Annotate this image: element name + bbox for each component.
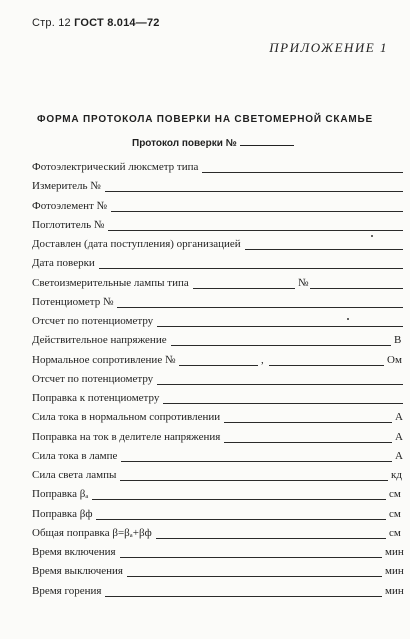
protocol-number-blank[interactable] [240,137,294,146]
field-label: Отсчет по потенциометру [32,372,154,385]
field-label: Отсчет по потенциометру [32,315,154,327]
field-unit: В [394,334,402,347]
form-field-row [32,507,403,521]
fill-in-line[interactable] [202,172,403,173]
field-label: Нормальное сопротивление № [32,353,176,366]
field-label: Действительное напряжение [32,334,167,347]
field-unit: см [389,507,401,520]
field-unit: мин [385,584,404,597]
form-field-row [32,526,403,540]
field-label: Время включения [32,546,116,558]
fill-in-line[interactable] [269,365,384,366]
field-label: Измеритель № [32,180,101,193]
field-label: Светоизмерительные лампы типа [32,276,189,289]
field-label: Потенциометр № [32,295,114,308]
form-field-row [32,410,403,424]
field-unit: А [395,411,403,424]
page-number: Стр. 12 [32,17,71,29]
fill-in-line[interactable] [157,326,403,327]
form-field-row [32,179,403,193]
field-unit: кд [391,469,402,481]
fill-in-line[interactable] [310,288,403,289]
form-field-row [32,160,403,174]
fill-in-line[interactable] [117,307,403,308]
field-label: Дата поверки [32,257,95,270]
form-field-row [32,256,403,270]
form-field-row [32,237,403,251]
protocol-subtitle [132,137,294,149]
fill-in-line[interactable] [156,538,386,539]
field-unit: см [389,526,401,539]
field-label: Поправка βₐ [32,488,89,501]
form-field-row [32,353,403,367]
field-label: Время выключения [32,565,123,578]
field-label: Сила тока в нормальном сопротивлении [32,411,221,424]
field-unit: см [389,488,401,501]
form-field-row [32,295,403,309]
standard-code: ГОСТ 8.014—72 [74,17,160,29]
field-label: Поправка на ток в делителе напряжения [32,430,221,443]
form-field-row [32,333,403,347]
form-field-row [32,314,403,328]
form-field-row [32,487,403,501]
form-title: ФОРМА ПРОТОКОЛА ПОВЕРКИ НА СВЕТОМЕРНОЙ СКАМЬЕ [37,114,373,125]
form-field-row [32,564,403,578]
form-field-row [32,545,403,559]
fill-in-line[interactable] [111,211,403,212]
form-field-row [32,372,403,386]
fill-in-line[interactable] [171,345,391,346]
field-label: Сила тока в лампе [32,449,118,462]
field-label: Общая поправка β=βₐ+βф [32,526,152,539]
speck [371,235,373,237]
fill-in-line[interactable] [108,230,403,231]
fill-in-line[interactable] [105,596,382,597]
form-field-row [32,199,403,213]
field-label: Доставлен (дата поступления) организацией [32,238,241,250]
field-label: Поглотитель № [32,218,105,231]
form-field-row [32,468,403,482]
form-field-row [32,449,403,463]
fill-in-line[interactable] [99,268,403,269]
fill-in-line[interactable] [163,403,403,404]
page-header [32,17,160,29]
field-unit: А [395,449,403,462]
fill-in-line[interactable] [157,384,403,385]
field-label: Фотоэлемент № [32,199,108,212]
fill-in-line[interactable] [121,461,392,462]
fill-in-line[interactable] [224,422,392,423]
fill-in-line[interactable] [193,288,295,289]
field-label: Поправка к потенциометру [32,392,160,404]
form-field-row [32,218,403,232]
appendix-label: ПРИЛОЖЕНИЕ 1 [269,40,388,55]
field-label: Фотоэлектрический люксметр типа [32,161,199,173]
fill-in-line[interactable] [120,557,382,558]
form-field-row [32,430,403,444]
fill-in-line[interactable] [120,480,388,481]
fill-in-line[interactable] [127,576,382,577]
field-label: Время горения [32,584,102,597]
form-field-row [32,276,403,290]
fill-in-line[interactable] [179,365,258,366]
fill-in-line[interactable] [105,191,403,192]
field-label: Сила света лампы [32,469,117,481]
field-label: Поправка βф [32,507,93,520]
field-unit: мин [385,546,404,558]
field-separator: , [261,353,264,366]
field-separator: № [298,276,309,289]
speck [347,318,349,320]
protocol-subtitle-text: Протокол поверки № [132,138,237,149]
fill-in-line[interactable] [224,442,392,443]
fill-in-line[interactable] [96,519,386,520]
field-unit: А [395,430,403,443]
field-unit: мин [385,565,404,578]
form-field-row [32,391,403,405]
fill-in-line[interactable] [92,499,386,500]
form-field-row [32,584,403,598]
field-unit: Ом [387,353,402,366]
fill-in-line[interactable] [245,249,403,250]
